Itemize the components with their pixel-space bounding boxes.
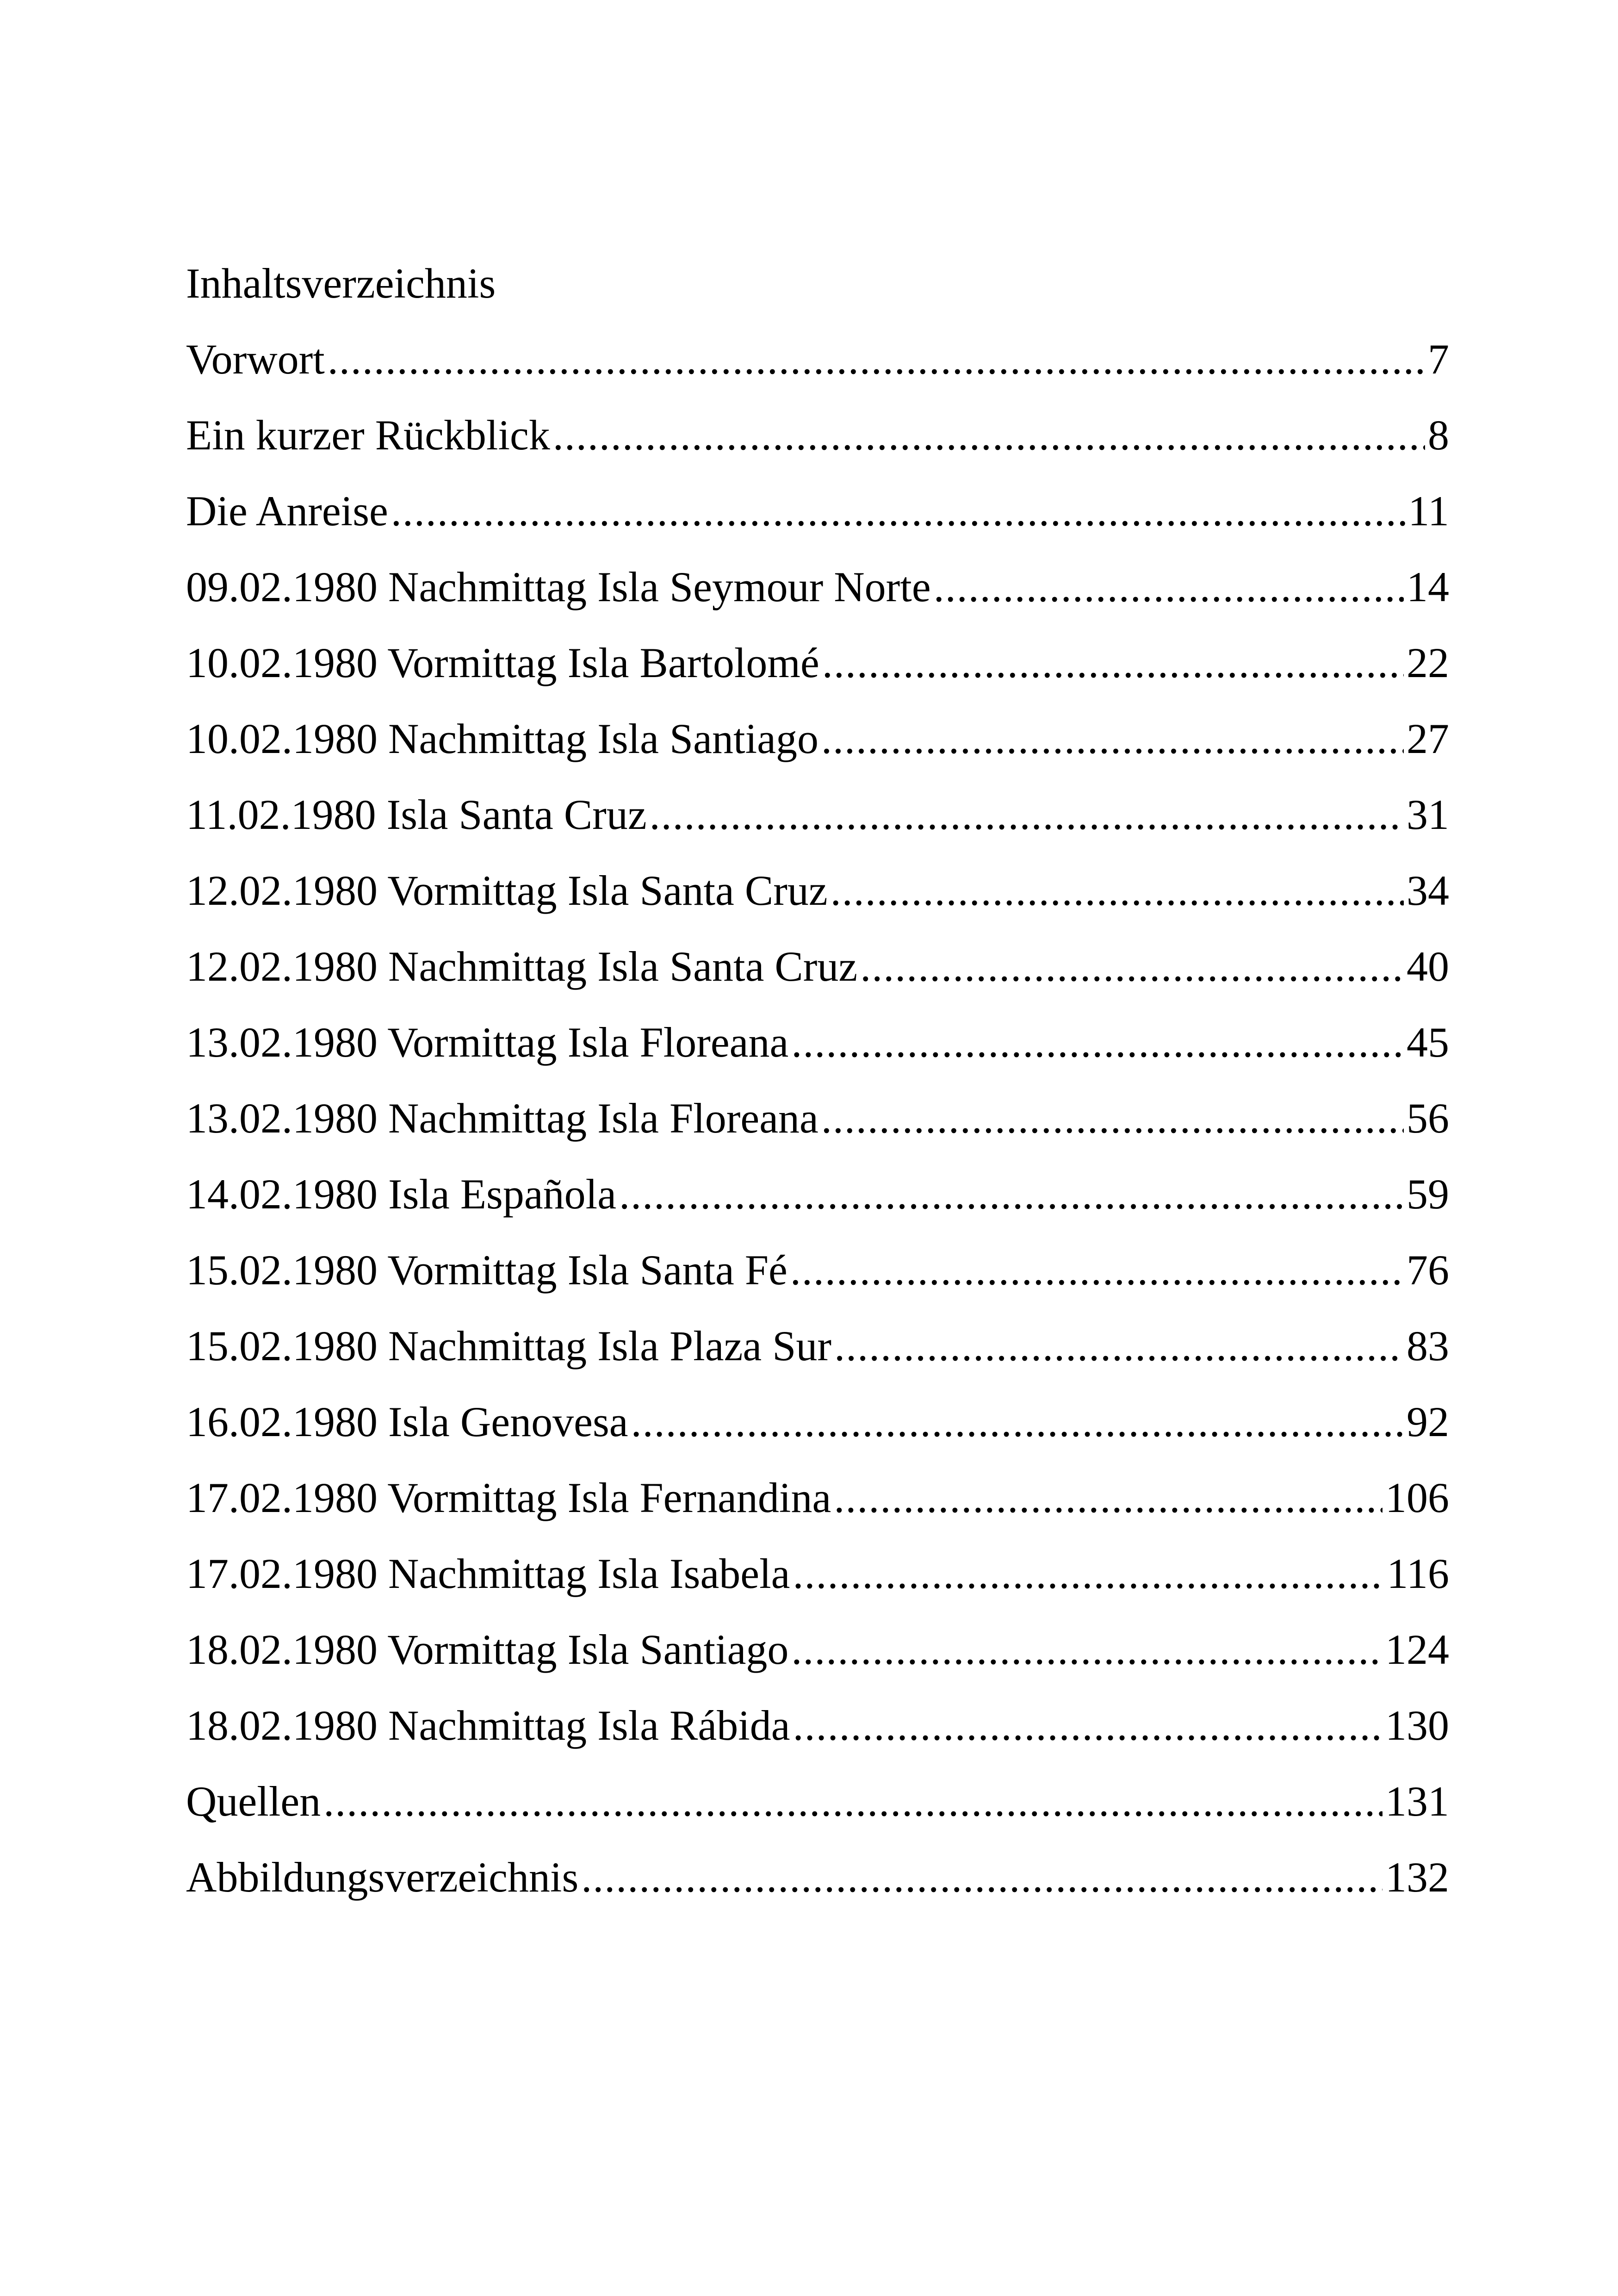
toc-dot-leader (323, 1763, 1382, 1839)
toc-entry-title: 10.02.1980 Vormittag Isla Bartolomé (186, 639, 819, 686)
toc-entry-title: 18.02.1980 Nachmittag Isla Rábida (186, 1702, 790, 1749)
toc-page-number: 92 (1407, 1398, 1449, 1445)
toc-entry[interactable] (186, 1156, 1449, 1232)
toc-entry[interactable] (186, 1460, 1449, 1536)
toc-entry-title: Ein kurzer Rückblick (186, 411, 550, 459)
toc-entry[interactable] (186, 625, 1449, 701)
toc-entry-title: 17.02.1980 Nachmittag Isla Isabela (186, 1550, 790, 1597)
toc-heading: Inhaltsverzeichnis (186, 260, 496, 307)
toc-entry[interactable] (186, 321, 1449, 397)
toc-dot-leader (822, 625, 1404, 701)
toc-page-number: 27 (1407, 715, 1449, 762)
toc-dot-leader (619, 1156, 1404, 1232)
toc-dot-leader (934, 549, 1404, 625)
toc-entry-title: 12.02.1980 Vormittag Isla Santa Cruz (186, 867, 828, 914)
toc-dot-leader (834, 1460, 1382, 1536)
toc-dot-leader (581, 1839, 1382, 1915)
toc-dot-leader (631, 1384, 1404, 1460)
toc-entry-title: 11.02.1980 Isla Santa Cruz (186, 791, 647, 838)
toc-page-number: 124 (1385, 1626, 1449, 1673)
toc-page-number: 130 (1385, 1702, 1449, 1749)
toc-page-number: 14 (1407, 563, 1449, 610)
toc-dot-leader (650, 777, 1404, 852)
toc-dot-leader (834, 1308, 1404, 1384)
toc-dot-leader (790, 1232, 1404, 1308)
toc-dot-leader (821, 701, 1404, 777)
toc-page-number: 131 (1385, 1778, 1449, 1825)
toc-entry[interactable] (186, 852, 1449, 928)
toc-entry[interactable] (186, 1612, 1449, 1687)
toc-entry-title: Die Anreise (186, 487, 388, 535)
toc-dot-leader (553, 397, 1425, 473)
toc-entry-title: 09.02.1980 Nachmittag Isla Seymour Norte (186, 563, 931, 610)
toc-page-number: 31 (1407, 791, 1449, 838)
toc-dot-leader (791, 1612, 1382, 1687)
toc-page-number: 132 (1385, 1854, 1449, 1901)
toc-list (186, 321, 1449, 1915)
toc-entry[interactable] (186, 1004, 1449, 1080)
toc-page-number: 59 (1407, 1170, 1449, 1218)
toc-entry-title: 17.02.1980 Vormittag Isla Fernandina (186, 1474, 831, 1521)
toc-entry-title: 12.02.1980 Nachmittag Isla Santa Cruz (186, 943, 858, 990)
toc-entry-title: Abbildungsverzeichnis (186, 1854, 579, 1901)
toc-entry[interactable] (186, 1232, 1449, 1308)
toc-page-number: 11 (1408, 487, 1449, 535)
toc-page-number: 7 (1428, 336, 1449, 383)
toc-entry-title: 15.02.1980 Nachmittag Isla Plaza Sur (186, 1322, 832, 1369)
toc-entry[interactable] (186, 1763, 1449, 1839)
toc-dot-leader (860, 928, 1404, 1004)
toc-page-number: 106 (1385, 1474, 1449, 1521)
toc-entry[interactable] (186, 549, 1449, 625)
toc-page-number: 116 (1387, 1550, 1449, 1597)
toc-entry-title: 13.02.1980 Vormittag Isla Floreana (186, 1019, 789, 1066)
toc-dot-leader (793, 1687, 1382, 1763)
toc-entry-title: 16.02.1980 Isla Genovesa (186, 1398, 628, 1445)
toc-dot-leader (791, 1004, 1404, 1080)
toc-page-number: 34 (1407, 867, 1449, 914)
document-page (186, 245, 1449, 1915)
toc-entry[interactable] (186, 1839, 1449, 1915)
toc-page-number: 8 (1428, 411, 1449, 459)
toc-dot-leader (821, 1080, 1404, 1156)
toc-page-number: 45 (1407, 1019, 1449, 1066)
toc-entry[interactable] (186, 1687, 1449, 1763)
toc-entry-title: Quellen (186, 1778, 321, 1825)
toc-entry[interactable] (186, 701, 1449, 777)
toc-entry[interactable] (186, 1536, 1449, 1612)
toc-entry-title: 13.02.1980 Nachmittag Isla Floreana (186, 1095, 818, 1142)
toc-entry[interactable] (186, 1080, 1449, 1156)
toc-entry[interactable] (186, 928, 1449, 1004)
toc-entry-title: 14.02.1980 Isla Española (186, 1170, 617, 1218)
toc-page-number: 76 (1407, 1246, 1449, 1294)
toc-page-number: 22 (1407, 639, 1449, 686)
toc-page-number: 56 (1407, 1095, 1449, 1142)
toc-dot-leader (831, 852, 1404, 928)
toc-entry[interactable] (186, 1384, 1449, 1460)
toc-entry[interactable] (186, 1308, 1449, 1384)
toc-entry-title: 18.02.1980 Vormittag Isla Santiago (186, 1626, 789, 1673)
toc-entry-title: Vorwort (186, 336, 325, 383)
toc-entry[interactable] (186, 473, 1449, 549)
toc-page-number: 83 (1407, 1322, 1449, 1369)
toc-dot-leader (328, 321, 1425, 397)
toc-dot-leader (391, 473, 1406, 549)
toc-dot-leader (793, 1536, 1384, 1612)
toc-entry[interactable] (186, 777, 1449, 852)
toc-entry[interactable] (186, 397, 1449, 473)
toc-page-number: 40 (1407, 943, 1449, 990)
toc-entry-title: 10.02.1980 Nachmittag Isla Santiago (186, 715, 818, 762)
toc-entry-title: 15.02.1980 Vormittag Isla Santa Fé (186, 1246, 787, 1294)
